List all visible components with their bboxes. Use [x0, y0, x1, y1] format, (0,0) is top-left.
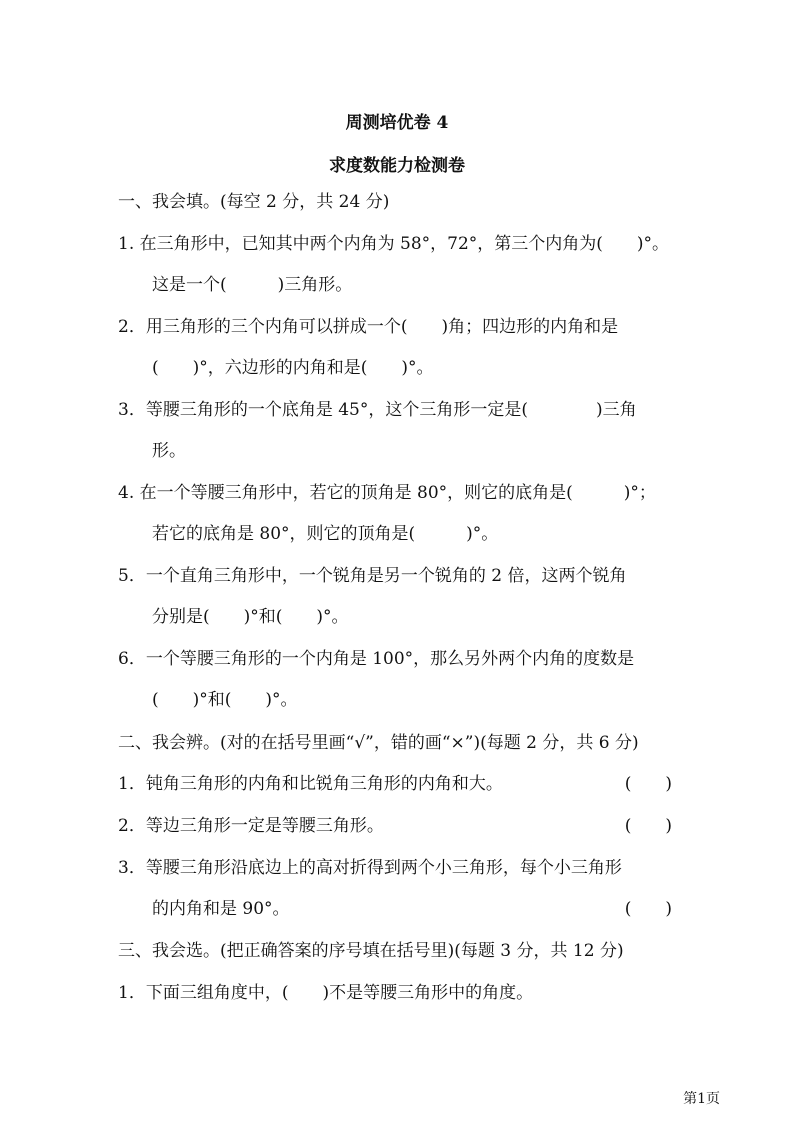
s2-q1-answer-bracket: ( )	[624, 774, 672, 794]
section1-heading: 一、我会填。(每空 2 分，共 24 分)	[118, 192, 390, 212]
s1-q5-line1: 5．一个直角三角形中，一个锐角是另一个锐角的 2 倍，这两个锐角	[118, 566, 627, 586]
s1-q4-line1: 4. 在一个等腰三角形中，若它的顶角是 80°，则它的底角是( )°；	[118, 483, 656, 503]
s2-q2: 2．等边三角形一定是等腰三角形。	[118, 816, 384, 836]
s1-q2-line2: ( )°，六边形的内角和是( )°。	[152, 358, 434, 378]
s2-q3-line2: 的内角和是 90°。	[152, 899, 290, 919]
s1-q2-line1: 2．用三角形的三个内角可以拼成一个( )角；四边形的内角和是	[118, 317, 619, 337]
section3-heading: 三、我会选。(把正确答案的序号填在括号里)(每题 3 分，共 12 分)	[118, 941, 624, 961]
s1-q6-line1: 6．一个等腰三角形的一个内角是 100°，那么另外两个内角的度数是	[118, 649, 635, 669]
s1-q5-line2: 分别是( )°和( )°。	[152, 607, 349, 627]
s3-q1: 1．下面三组角度中，( )不是等腰三角形中的角度。	[118, 983, 534, 1003]
s1-q1-line2: 这是一个( )三角形。	[152, 275, 353, 295]
s2-q3-line1: 3．等腰三角形沿底边上的高对折得到两个小三角形，每个小三角形	[118, 858, 622, 878]
s1-q6-line2: ( )°和( )°。	[152, 690, 298, 710]
s1-q1-line1: 1. 在三角形中，已知其中两个内角为 58°，72°，第三个内角为( )°。	[118, 234, 670, 254]
s2-q1: 1．钝角三角形的内角和比锐角三角形的内角和大。	[118, 774, 503, 794]
s1-q3-line2: 形。	[152, 441, 186, 461]
page-subtitle: 求度数能力检测卷	[329, 156, 465, 176]
page-title: 周测培优卷 4	[345, 113, 449, 133]
s1-q3-line1: 3．等腰三角形的一个底角是 45°，这个三角形一定是( )三角	[118, 400, 637, 420]
page-number: 第1页	[683, 1091, 720, 1107]
s1-q4-line2: 若它的底角是 80°，则它的顶角是( )°。	[152, 524, 499, 544]
s2-q2-answer-bracket: ( )	[624, 816, 672, 836]
section2-heading: 二、我会辨。(对的在括号里画“√”，错的画“×”)(每题 2 分，共 6 分)	[118, 733, 639, 753]
s2-q3-answer-bracket: ( )	[624, 899, 672, 919]
